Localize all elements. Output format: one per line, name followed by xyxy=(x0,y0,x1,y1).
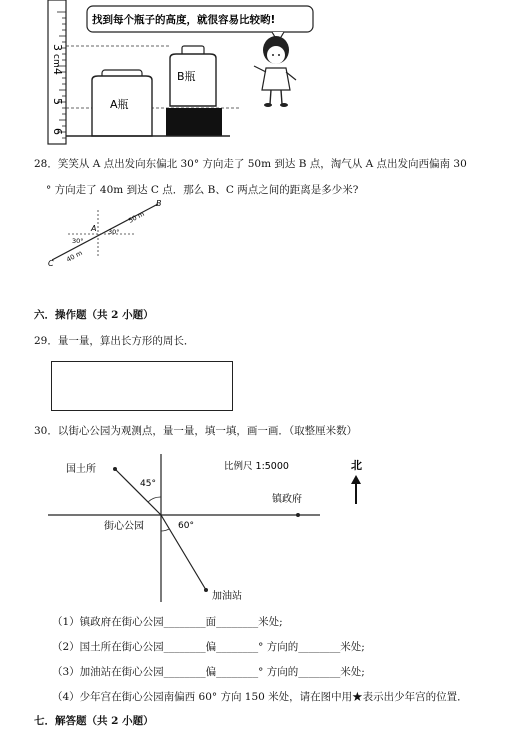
point-c: C xyxy=(48,259,54,268)
ruler-tick-5: 5 xyxy=(51,98,64,105)
angle-label-1: 30° xyxy=(72,237,84,245)
label-jiexingongyuan: 街心公园 xyxy=(104,521,144,532)
label-zhenzhengfu: 镇政府 xyxy=(272,494,302,505)
scale-label: 比例尺 1:5000 xyxy=(224,461,289,472)
q29-rectangle xyxy=(51,361,233,411)
block xyxy=(166,108,222,136)
bottle-b xyxy=(166,46,222,136)
q29-text: 29．量一量，算出长方形的周长． xyxy=(34,335,195,347)
length-ab: 50 m xyxy=(127,209,146,225)
length-ac: 40 m xyxy=(65,248,84,264)
q30-map xyxy=(40,444,380,610)
q30-item-1: （1）镇政府在街心公园________面________米处; xyxy=(52,616,283,628)
angle-60: 60° xyxy=(178,521,194,531)
speech-text: 找到每个瓶子的高度，就很容易比较哟! xyxy=(92,14,276,26)
ruler-tick-4: 4 xyxy=(51,68,64,75)
angle-45: 45° xyxy=(140,479,156,489)
q28-figure xyxy=(38,196,168,270)
label-jiayouzhan: 加油站 xyxy=(212,591,242,602)
bottle-b-label: B瓶 xyxy=(177,70,196,83)
bottle-a xyxy=(92,70,152,136)
point-a: A xyxy=(91,224,97,233)
q28-line2: ° 方向走了 40m 到达 C 点．那么 B、C 两点之间的距离是多少米? xyxy=(46,184,359,196)
bottle-a-label: A瓶 xyxy=(110,98,129,111)
ruler-tick-3: 3 xyxy=(51,44,64,51)
section6-title: 六．操作题（共 2 小题） xyxy=(34,309,154,321)
ruler-tick-6: 6 xyxy=(51,128,64,135)
q30-item-4: （4）少年宫在街心公园南偏西 60° 方向 150 米处，请在图中用★表示出少年宫的位置． xyxy=(52,691,468,703)
girl-illustration xyxy=(254,36,296,107)
q30-item-3: （3）加油站在街心公园________偏________° 方向的________米处; xyxy=(52,666,365,678)
ruler-unit: cm xyxy=(51,54,61,68)
label-guotusuo: 国土所 xyxy=(66,464,96,475)
q30-item-2: （2）国土所在街心公园________偏________° 方向的________米处; xyxy=(52,641,365,653)
q28-line1: 28．笑笑从 A 点出发向东偏北 30° 方向走了 50m 到达 B 点，淘气从 A 点出发向西偏南 30 xyxy=(34,158,467,170)
q30-text: 30．以街心公园为观测点，量一量，填一填，画一画．（取整厘米数） xyxy=(34,425,358,437)
north-label: 北 xyxy=(351,459,362,472)
angle-label-2: 30° xyxy=(108,228,120,236)
bottle-comparison-figure xyxy=(40,0,320,148)
point-b: B xyxy=(156,199,162,208)
section7-title: 七．解答题（共 2 小题） xyxy=(34,715,154,727)
